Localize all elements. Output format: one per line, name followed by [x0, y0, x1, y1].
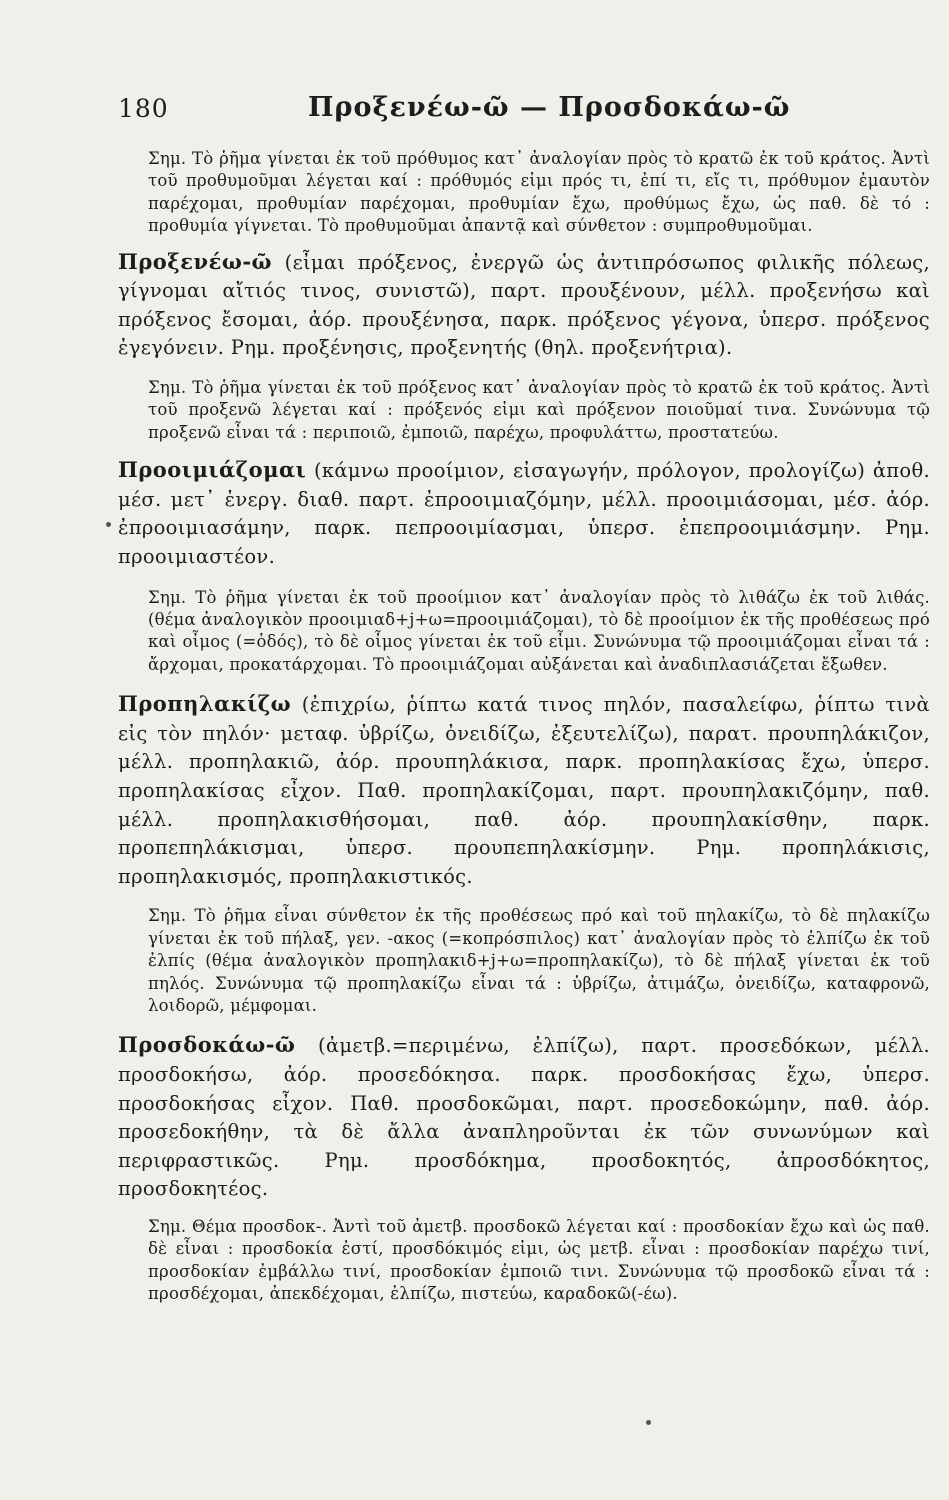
lemma-prosdokao: Προσδοκάω-ῶ	[118, 1032, 296, 1058]
running-title: Προξενέω-ῶ — Προσδοκάω-ῶ	[308, 92, 791, 123]
note-proxeneo: Σημ. Τὸ ῥῆμα γίνεται ἐκ τοῦ πρόξενος κατ᾽ ἀναλογίαν πρὸς τὸ κρατῶ ἐκ τοῦ κράτος. Ἀντὶ τοῦ προξενῶ λέγεται καί : πρόξενός εἰμι καὶ πρόξενον ποιοῦμαί τινα. Συνώνυμα τῷ προξενῶ εἶναι τά : περιποιῶ, ἐμποιῶ, παρέχω, προφυλάττω, προστατεύω.	[148, 378, 930, 442]
lemma-proxeneo: Προξενέω-ῶ	[118, 248, 273, 274]
print-speck	[106, 522, 111, 527]
entry-propilakizo-body: (ἐπιχρίω, ῥίπτω κατά τινος πηλόν, πασαλείφω, ῥίπτω τινὰ εἰς τὸν πηλόν· μεταφ. ὑβρίζω, ὀνειδίζω, ἐξευτελίζω), παρατ. προυπηλάκιζον, μέλλ. προπηλακιῶ, ἀόρ. προυπηλάκισα, παρκ. προπηλακίσας ἔχω, ὑπερσ. προπηλακίσας εἶχον. Παθ. προπηλακίζομαι, παρτ. προυπηλακιζόμην, παθ. μέλλ. προπηλακισθήσομαι, παθ. ἀόρ. προυπηλακίσθην, παρκ. προπεπηλάκισμαι, ὑπερσ. προυπεπηλακίσμην. Ρημ. προπηλάκισις, προπηλακισμός, προπηλακιστικός.	[118, 693, 930, 888]
entry-prooimiazomai-body: (κάμνω προοίμιον, εἰσαγωγήν, πρόλογον, προλογίζω) ἀποθ. μέσ. μετ᾽ ἐνεργ. διαθ. παρτ. ἐπροοιμιαζόμην, μέλλ. προοιμιάσομαι, μέσ. ἀόρ. ἐπροοιμιασάμην, παρκ. πεπροοιμίασμαι, ὑπερσ. ἐπεπροοιμιάσμην. Ρημ. προοιμιαστέον.	[118, 459, 930, 568]
note-prooimiazomai: Σημ. Τὸ ῥῆμα γίνεται ἐκ τοῦ προοίμιον κατ᾽ ἀναλογίαν πρὸς τὸ λιθάζω ἐκ τοῦ λιθάς. (θέμα ἀναλογικὸν προοιμιαδ+j+ω=προοιμιάζομαι), τὸ δὲ προοίμιον ἐκ τῆς προθέσεως πρό καὶ οἶμος (=ὁδός), τὸ δὲ οἶμος γίνεται ἐκ τοῦ εἶμι. Συνώνυμα τῷ προοιμιάζομαι εἶναι τά : ἄρχομαι, προκατάρχομαι. Τὸ προοιμιάζομαι αὐξάνεται καὶ ἀναδιπλασιάζεται ἔξωθεν.	[148, 587, 930, 674]
lemma-propilakizo: Προπηλακίζω	[118, 691, 292, 717]
note-prothymoumai: Σημ. Τὸ ῥῆμα γίνεται ἐκ τοῦ πρόθυμος κατ᾽ ἀναλογίαν πρὸς τὸ κρατῶ ἐκ τοῦ κράτος. Ἀντὶ τοῦ προθυμοῦμαι λέγεται καί : πρόθυμός εἰμι πρός τι, ἐπί τι, εἴς τι, πρόθυμον ἐμαυτὸν παρέχομαι, προθυμίαν παρέχομαι, προθυμίαν ἔχω, προθύμως ἔχω, ὡς παθ. δὲ τό : προθυμία γίγνεται. Τὸ προθυμοῦμαι ἀπαντᾷ καὶ σύνθετον : συμπροθυμοῦμαι.	[148, 149, 930, 236]
running-head	[118, 92, 930, 140]
note-prosdokao: Σημ. Θέμα προσδοκ-. Ἀντὶ τοῦ ἀμετβ. προσδοκῶ λέγεται καί : προσδοκίαν ἔχω καὶ ὡς παθ. δὲ εἶναι : προσδοκία ἐστί, προσδόκιμός εἰμι, ὡς μετβ. εἶναι : προσδοκίαν παρέχω τινί, προσδοκίαν ἐμβάλλω τινί, προσδοκίαν ἐμποιῶ τινι. Συνώνυμα τῷ προσδοκῶ εἶναι τά : προσδέχομαι, ἀπεκδέχομαι, ἐλπίζω, πιστεύω, καραδοκῶ(-έω).	[148, 1216, 930, 1304]
entry-propilakizo	[118, 690, 930, 891]
entry-proxeneo-body: (εἶμαι πρόξενος, ἐνεργῶ ὡς ἀντιπρόσωπος φιλικῆς πόλεως, γίγνομαι αἴτιός τινος, συνιστῶ), παρτ. προυξένουν, μέλλ. προξενήσω καὶ πρόξενος ἔσομαι, ἀόρ. προυξένησα, παρκ. πρόξενος γέγονα, ὑπερσ. πρόξενος ἐγεγόνειν. Ρημ. προξένησις, προξενητής (θηλ. προξενήτρια).	[118, 250, 930, 360]
entry-prosdokao	[118, 1031, 930, 1204]
note-propilakizo: Σημ. Τὸ ῥῆμα εἶναι σύνθετον ἐκ τῆς προθέσεως πρό καὶ τοῦ πηλακίζω, τὸ δὲ πηλακίζω γίνεται ἐκ τοῦ πήλαξ, γεν. -ακος (=κοπρόσπιλος) κατ᾽ ἀναλογίαν πρὸς τὸ ἐλπίζω ἐκ τοῦ ἐλπίς (θέμα ἀναλογικὸν προπηλακιδ+j+ω=προπηλακίζω), τὸ δὲ πήλαξ γίνεται ἐκ τοῦ πηλός. Συνώνυμα τῷ προπηλακίζω εἶναι τά : ὑβρίζω, ἀτιμάζω, ὀνειδίζω, καταφρονῶ, λοιδορῶ, μέμφομαι.	[148, 906, 930, 1015]
lemma-prooimiazomai: Προοιμιάζομαι	[118, 457, 307, 483]
entry-prosdokao-body: (ἀμετβ.=περιμένω, ἐλπίζω), παρτ. προσεδόκων, μέλλ. προσδοκήσω, ἀόρ. προσεδόκησα. παρκ. προσδοκήσας ἔχω, ὑπερσ. προσδοκήσας εἶχον. Παθ. προσδοκῶμαι, παρτ. προσεδοκώμην, παθ. ἀόρ. προσεδοκήθην, τὰ δὲ ἄλλα ἀναπληροῦνται ἐκ τῶν συνωνύμων καὶ περιφραστικῶς. Ρημ. προσδόκημα, προσδοκητός, ἀπροσδόκητος, προσδοκητέος.	[118, 1034, 930, 1201]
entry-prooimiazomai	[118, 456, 930, 571]
entry-proxeneo	[118, 248, 930, 363]
page-number: 180	[118, 94, 169, 123]
print-speck	[646, 1420, 651, 1425]
dictionary-page	[118, 92, 930, 1306]
